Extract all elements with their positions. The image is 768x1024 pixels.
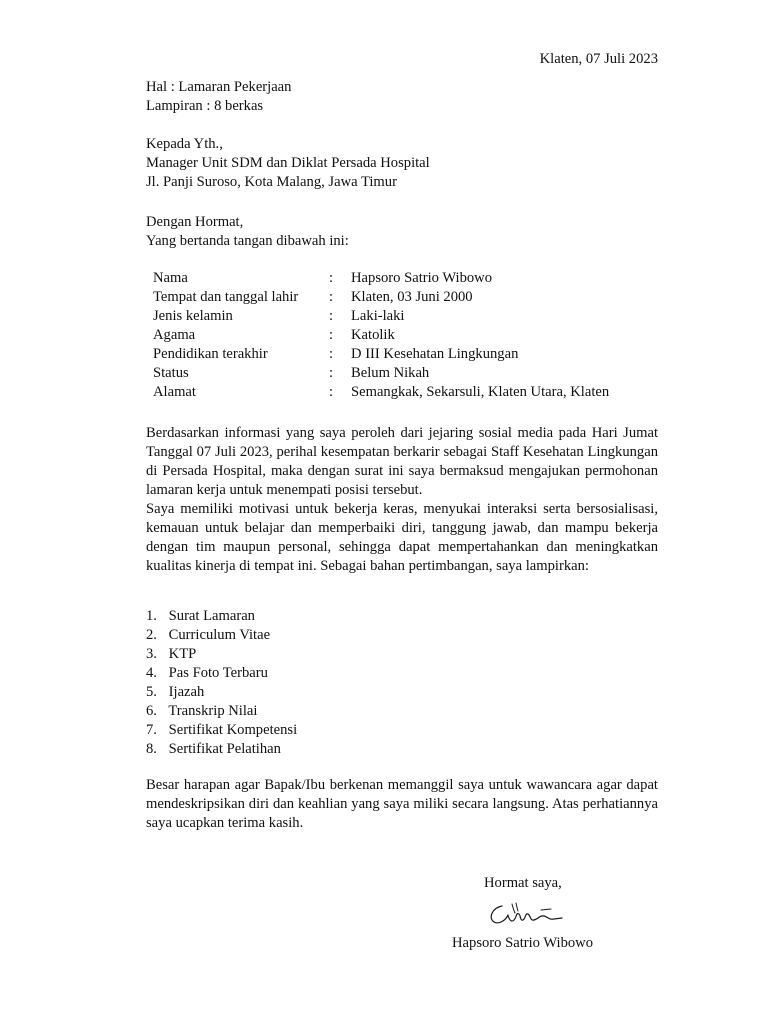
identity-table [146,269,609,402]
identity-label: Agama [153,327,196,343]
list-item [146,626,297,645]
list-item-number: 3. [146,646,157,662]
list-item [146,607,297,626]
list-item-label: Curriculum Vitae [168,627,271,643]
list-item-number: 2. [146,627,157,643]
closing-paragraph: Besar harapan agar Bapak/Ibu berkenan memanggil saya untuk wawancara agar dapat mendeskripsikan diri dan keahlian yang saya miliki secara langsung. Atas perhatiannya saya ucapkan terima kasih. [146,777,658,831]
recipient-block [146,135,658,192]
letter-body [146,424,658,576]
list-item-label: KTP [168,646,197,662]
list-item-number: 5. [146,684,157,700]
subject-line: Hal : Lamaran Pekerjaan [146,79,292,95]
greeting-opening: Dengan Hormat, [146,214,244,230]
list-item-number: 8. [146,741,157,757]
identity-row [146,307,609,326]
signoff-greeting: Hormat saya, [484,875,562,891]
list-item [146,740,297,759]
identity-value: Hapsoro Satrio Wibowo [351,270,493,286]
greeting-block [146,213,658,251]
letter-header [146,78,658,116]
identity-value: Klaten, 03 Juni 2000 [351,289,473,305]
identity-separator: : [329,308,334,324]
identity-separator: : [329,289,334,305]
list-item-label: Pas Foto Terbaru [168,665,268,681]
identity-separator: : [329,384,334,400]
identity-row [146,326,609,345]
list-item-label: Ijazah [168,684,205,700]
identity-label: Tempat dan tanggal lahir [153,289,299,305]
attachments-count-line: Lampiran : 8 berkas [146,98,264,114]
identity-value: D III Kesehatan Lingkungan [351,346,519,362]
identity-row [146,345,609,364]
list-item-label: Sertifikat Pelatihan [168,741,281,757]
greeting-intro: Yang bertanda tangan dibawah ini: [146,233,349,249]
signoff-name: Hapsoro Satrio Wibowo [452,935,594,951]
recipient-position: Manager Unit SDM dan Diklat Persada Hospital [146,155,430,171]
closing-block [146,776,658,833]
identity-row [146,288,609,307]
recipient-address: Jl. Panji Suroso, Kota Malang, Jawa Timur [146,174,397,190]
identity-row [146,364,609,383]
list-item-number: 4. [146,665,157,681]
identity-label: Alamat [153,384,196,400]
identity-value: Laki-laki [351,308,405,324]
list-item [146,683,297,702]
list-item [146,702,297,721]
list-item-label: Surat Lamaran [168,608,255,624]
identity-value: Semangkak, Sekarsuli, Klaten Utara, Klaten [351,384,610,400]
recipient-salutation: Kepada Yth., [146,136,223,152]
attachments-list [146,607,297,759]
list-item-number: 1. [146,608,157,624]
identity-separator: : [329,270,334,286]
identity-row [146,383,609,402]
identity-label: Status [153,365,189,381]
identity-label: Nama [153,270,188,286]
list-item-label: Sertifikat Kompetensi [168,722,298,738]
identity-separator: : [329,327,334,343]
body-paragraph-2: Saya memiliki motivasi untuk bekerja keras, menyukai interaksi serta bersosialisasi, kemauan untuk belajar dan memperbaiki diri, tanggung jawab, dan mampu bekerja dengan tim maupun personal, sehingga dapat mempertahankan dan meningkatkan kualitas kinerja di tempat ini. Sebagai bahan pertimbangan, saya lampirkan: [146,501,658,574]
identity-row [146,269,609,288]
signature-icon [486,896,564,934]
identity-separator: : [329,346,334,362]
list-item-number: 6. [146,703,157,719]
list-item [146,645,297,664]
list-item-number: 7. [146,722,157,738]
list-item-label: Transkrip Nilai [168,703,258,719]
list-item [146,664,297,683]
identity-value: Belum Nikah [351,365,430,381]
list-item [146,721,297,740]
identity-separator: : [329,365,334,381]
identity-label: Pendidikan terakhir [153,346,268,362]
letter-date: Klaten, 07 Juli 2023 [539,51,658,67]
identity-value: Katolik [351,327,395,343]
identity-label: Jenis kelamin [153,308,233,324]
body-paragraph-1: Berdasarkan informasi yang saya peroleh dari jejaring sosial media pada Hari Jumat Tanggal 07 Juli 2023, perihal kesempatan berkarir sebagai Staff Kesehatan Lingkungan di Persada Hospital, maka dengan surat ini saya bermaksud mengajukan permohonan lamaran kerja untuk menempati posisi tersebut. [146,425,658,498]
